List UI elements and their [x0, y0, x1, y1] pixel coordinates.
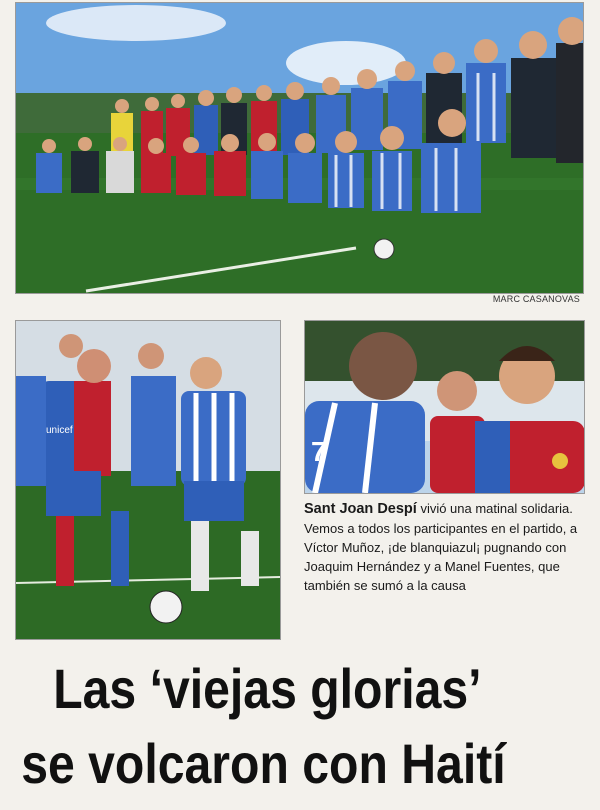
caption-text: vivió una matinal solidaria. Vemos a todos los participantes en el partido, a Víctor Muñoz, ¡de blanquiazul¡ pugnando con Joaquim Hernández y a Manel Fuentes, que también se sumó a la causa: [304, 501, 578, 593]
show-through-text: [310, 310, 313, 327]
photo-caption: [304, 499, 590, 595]
caption-lead: Sant Joan Despí: [304, 501, 417, 517]
photo-credit: MARC CASANOVAS: [492, 294, 580, 304]
headline-line-1: Las ‘viejas glorias’: [53, 657, 482, 720]
unicef-shirt-text: unicef: [46, 425, 73, 436]
portrait-photo: [304, 320, 585, 494]
shirt-number-text: 7: [311, 436, 327, 467]
action-photo: [15, 320, 281, 640]
headline-line-2: se volcaron con Haití: [21, 732, 506, 795]
group-photo: [15, 2, 584, 294]
